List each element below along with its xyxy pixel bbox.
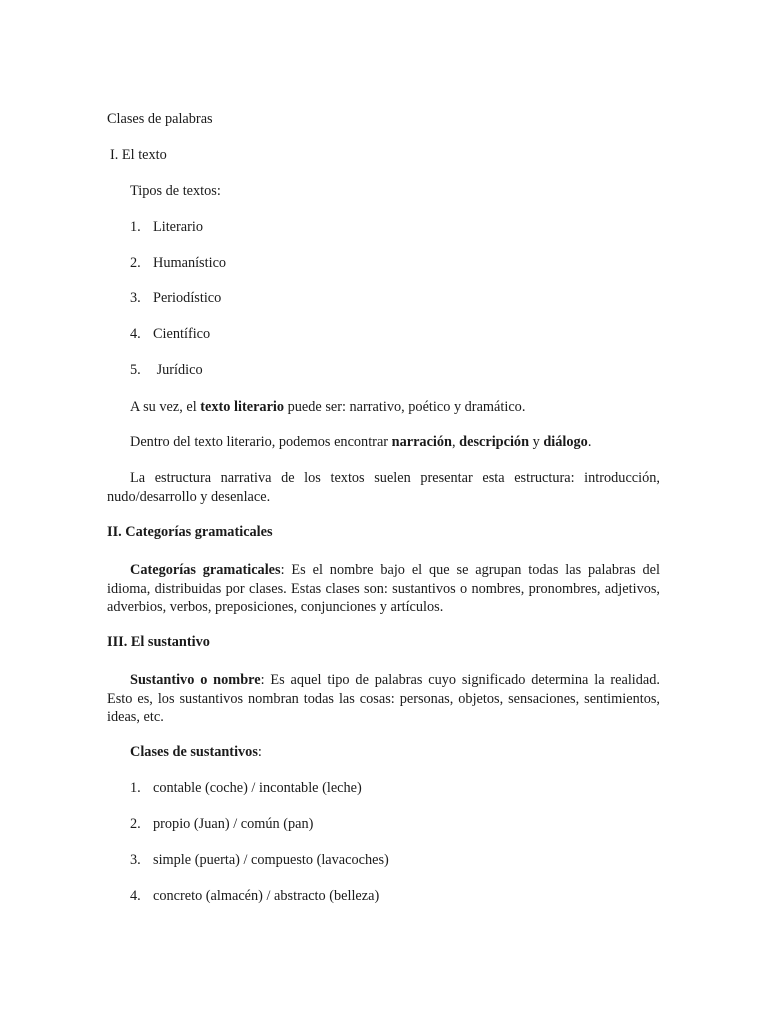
text-run: : (257, 744, 262, 760)
section-heading-el-texto: I. El texto (110, 147, 167, 163)
list-item (130, 851, 389, 869)
list-text: simple (puerta) / compuesto (lavacoches) (153, 852, 389, 868)
list-number: 5. (130, 362, 141, 378)
list-item (130, 815, 313, 833)
text-run: : Es el nombre bajo el que se agrupan todas las palabras del idioma, distribuidas por clases. Estas clases son: sustantivos o nombres, pronombres, adjetivos, adverbios, verbos, preposiciones, conjunciones y artículos. (107, 562, 660, 615)
list-item (130, 325, 210, 343)
heading-text: II. Categorías gramaticales (107, 524, 273, 540)
list-text: contable (coche) / incontable (leche) (153, 780, 362, 796)
list-number: 4. (130, 326, 141, 342)
list-number: 3. (130, 290, 141, 306)
list-item (130, 361, 203, 379)
list-item (130, 254, 226, 272)
list-item (130, 887, 379, 905)
text-run: puede ser: narrativo, poético y dramático. (284, 399, 526, 415)
list-item (130, 218, 203, 236)
bold-term: Clases de sustantivos (130, 744, 258, 760)
tipos-label: Tipos de textos: (130, 183, 221, 199)
paragraph-categorias (107, 561, 660, 617)
list-text: Jurídico (153, 362, 203, 378)
text-run: A su vez, el (130, 399, 201, 415)
paragraph-texto-literario (130, 398, 525, 416)
bold-term: descripción (459, 434, 530, 450)
heading-text: III. El sustantivo (107, 634, 210, 650)
clases-label (130, 743, 262, 761)
list-number: 1. (130, 219, 141, 235)
list-text: propio (Juan) / común (pan) (153, 816, 314, 832)
list-item (130, 779, 362, 797)
paragraph-sustantivo (107, 671, 660, 727)
paragraph-narracion (130, 433, 591, 451)
list-text: Humanístico (153, 255, 227, 271)
list-text: Científico (153, 326, 211, 342)
paragraph-estructura: La estructura narrativa de los textos suelen presentar esta estructura: introducción, nudo/desarrollo y desenlace. (107, 470, 660, 505)
section-heading-categorias (107, 523, 273, 541)
section-heading-sustantivo (107, 633, 210, 651)
bold-term: narración (391, 434, 452, 450)
bold-term: Categorías gramaticales (130, 562, 281, 578)
bold-term: texto literario (200, 399, 285, 415)
list-number: 1. (130, 780, 141, 796)
text-run: , (451, 434, 460, 450)
text-run: . (587, 434, 592, 450)
text-run: Dentro del texto literario, podemos encontrar (130, 434, 392, 450)
list-text: concreto (almacén) / abstracto (belleza) (153, 888, 380, 904)
text-run: : Es aquel tipo de palabras cuyo significado determina la realidad. Esto es, los sustantivos nombran todas las cosas: personas, objetos, sensaciones, sentimientos, ideas, etc. (107, 672, 660, 725)
list-number: 3. (130, 852, 141, 868)
text-run: y (529, 434, 544, 450)
document-title: Clases de palabras (107, 111, 213, 127)
list-number: 4. (130, 888, 141, 904)
bold-term: Sustantivo o nombre (130, 672, 261, 688)
list-item (130, 289, 221, 307)
list-number: 2. (130, 255, 141, 271)
list-text: Periodístico (153, 290, 222, 306)
list-number: 2. (130, 816, 141, 832)
list-text: Literario (153, 219, 204, 235)
bold-term: diálogo (543, 434, 588, 450)
